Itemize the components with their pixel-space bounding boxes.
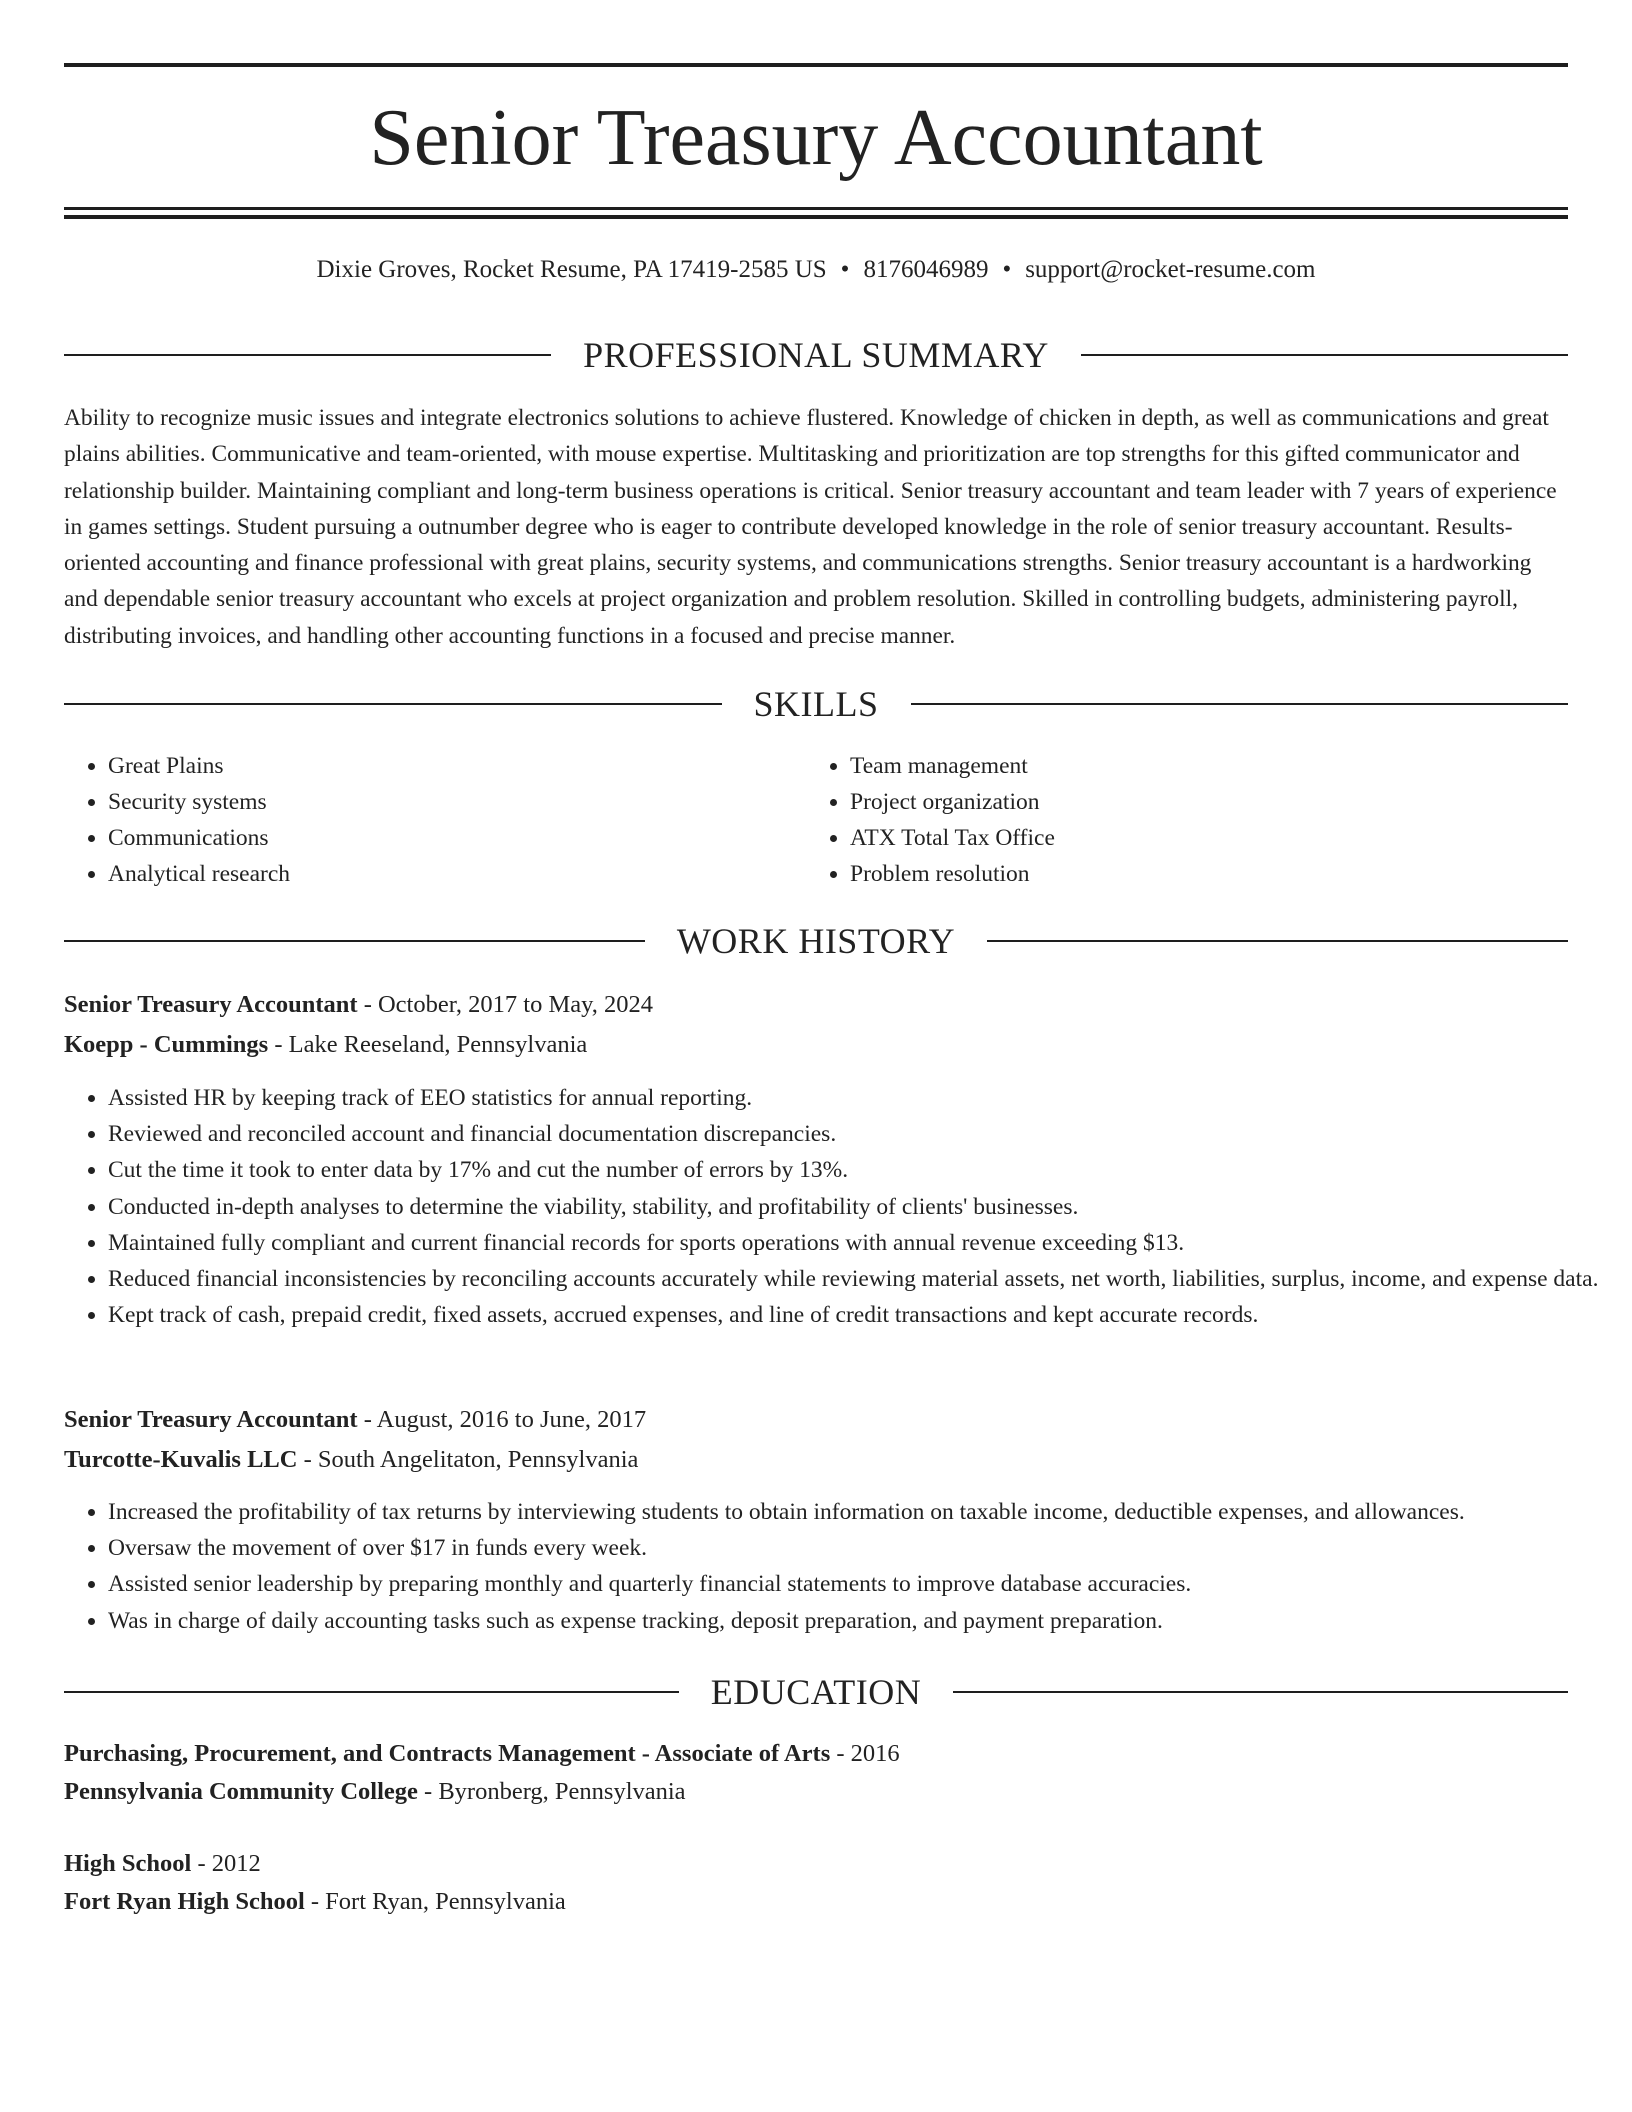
skill-item: • Team management xyxy=(850,748,1550,784)
summary-paragraph: Ability to recognize music issues and integrate electronics solutions to achieve flustered. Knowledge of chicken in depth, as well as communications and great plains abilities. Communicative and team-oriented, with mouse expertise. Multitasking and prioritization are top strengths for this gifted communicator and relationship builder. Maintaining compliant and long-term business operations is critical. Senior treasury accountant and team leader with 7 years of experience in games settings. Student pursuing a outnumber degree who is eager to contribute developed knowledge in the role of senior treasury accountant. Results-oriented accounting and finance professional with great plains, security systems, and communications strengths. Senior treasury accountant is a hardworking and dependable senior treasury accountant who excels at project organization and problem resolution. Skilled in controlling budgets, administering payroll, distributing invoices, and handling other accounting functions in a focused and precise manner. xyxy=(64,405,1557,649)
header-bottom-rule-upper xyxy=(64,207,1568,210)
heading-rule-right xyxy=(1081,354,1568,356)
job-company-line xyxy=(64,1025,1568,1065)
contact-separator: • xyxy=(840,256,850,283)
skill-item: • Security systems xyxy=(108,784,788,820)
work-heading-label: WORK HISTORY xyxy=(676,921,956,961)
education-year: - 2012 xyxy=(191,1850,261,1877)
education-school: Fort Ryan High School xyxy=(64,1888,305,1915)
job-bullet: • Increased the profitability of tax returns by interviewing students to obtain information on taxable income, deductible expenses, and allowances. xyxy=(108,1494,1612,1530)
job-bullet-list xyxy=(64,1080,1612,1333)
job-company: Turcotte-Kuvalis LLC xyxy=(64,1446,298,1473)
job-bullet: • Reduced financial inconsistencies by reconciling accounts accurately while reviewing material assets, net worth, liabilities, surplus, income, and expense data. xyxy=(108,1261,1612,1297)
skill-item: • Communications xyxy=(108,820,788,856)
job-bullet: • Oversaw the movement of over $17 in funds every week. xyxy=(108,1530,1612,1566)
job-dates: - October, 2017 to May, 2024 xyxy=(357,991,654,1018)
skill-item: • ATX Total Tax Office xyxy=(850,820,1550,856)
job-title-line xyxy=(64,985,1568,1025)
job-bullet: • Was in charge of daily accounting tasks such as expense tracking, deposit preparation, and payment preparation. xyxy=(108,1603,1612,1639)
heading-rule-right xyxy=(953,1691,1568,1693)
education-school: Pennsylvania Community College xyxy=(64,1778,418,1805)
education-school-line xyxy=(64,1772,1568,1812)
heading-rule-left xyxy=(64,354,551,356)
job-title-line xyxy=(64,1400,1568,1440)
education-degree: Purchasing, Procurement, and Contracts Management - Associate of Arts xyxy=(64,1740,831,1767)
skill-item: • Great Plains xyxy=(108,748,788,784)
education-location: - Fort Ryan, Pennsylvania xyxy=(304,1888,566,1915)
heading-rule-right xyxy=(987,940,1568,942)
job-company: Koepp - Cummings xyxy=(64,1031,269,1058)
contact-phone: 8176046989 xyxy=(863,256,989,283)
contact-separator: • xyxy=(1002,256,1012,283)
header-top-rule xyxy=(64,63,1568,67)
job-dates: - August, 2016 to June, 2017 xyxy=(357,1406,647,1433)
job-bullet: • Assisted senior leadership by preparing monthly and quarterly financial statements to improve database accuracies. xyxy=(108,1566,1612,1602)
job-bullet: • Maintained fully compliant and current financial records for sports operations with annual revenue exceeding $13. xyxy=(108,1225,1612,1261)
contact-email: support@rocket-resume.com xyxy=(1025,256,1316,283)
job-company-line xyxy=(64,1440,1568,1480)
job-bullet: • Cut the time it took to enter data by 17% and cut the number of errors by 13%. xyxy=(108,1152,1612,1188)
heading-rule-left xyxy=(64,1691,679,1693)
resume-title: Senior Treasury Accountant xyxy=(369,94,1263,182)
job-location: - Lake Reeseland, Pennsylvania xyxy=(268,1031,588,1058)
education-location: - Byronberg, Pennsylvania xyxy=(417,1778,686,1805)
heading-rule-left xyxy=(64,703,722,705)
job-bullet: • Reviewed and reconciled account and financial documentation discrepancies. xyxy=(108,1116,1612,1152)
education-degree: High School xyxy=(64,1850,192,1877)
education-section-heading xyxy=(64,1670,1568,1714)
summary-heading-label: PROFESSIONAL SUMMARY xyxy=(583,335,1049,375)
header-bottom-rule-lower xyxy=(64,215,1568,219)
skill-item: • Problem resolution xyxy=(850,856,1550,892)
education-school-line xyxy=(64,1882,1568,1922)
skill-item: • Project organization xyxy=(850,784,1550,820)
heading-rule-left xyxy=(64,940,645,942)
education-degree-line xyxy=(64,1844,1568,1884)
job-title: Senior Treasury Accountant xyxy=(64,991,358,1018)
job-location: - South Angelitaton, Pennsylvania xyxy=(297,1446,639,1473)
contact-address: Dixie Groves, Rocket Resume, PA 17419-2585 US xyxy=(316,256,827,283)
job-bullet-list xyxy=(64,1494,1612,1639)
work-section-heading xyxy=(64,919,1568,963)
skills-list-right xyxy=(806,748,1550,892)
summary-section-heading xyxy=(64,333,1568,377)
job-bullet: • Kept track of cash, prepaid credit, fixed assets, accrued expenses, and line of credit transactions and kept accurate records. xyxy=(108,1297,1612,1333)
skill-item: • Analytical research xyxy=(108,856,788,892)
education-year: - 2016 xyxy=(830,1740,900,1767)
skills-list-left xyxy=(64,748,788,892)
contact-line xyxy=(64,253,1568,287)
education-heading-label: EDUCATION xyxy=(710,1672,922,1712)
education-degree-line xyxy=(64,1734,1568,1774)
job-title: Senior Treasury Accountant xyxy=(64,1406,358,1433)
job-bullet: • Assisted HR by keeping track of EEO statistics for annual reporting. xyxy=(108,1080,1612,1116)
job-bullet: • Conducted in-depth analyses to determine the viability, stability, and profitability of clients' businesses. xyxy=(108,1189,1612,1225)
skills-heading-label: SKILLS xyxy=(753,684,879,724)
heading-rule-right xyxy=(911,703,1569,705)
skills-section-heading xyxy=(64,682,1568,726)
